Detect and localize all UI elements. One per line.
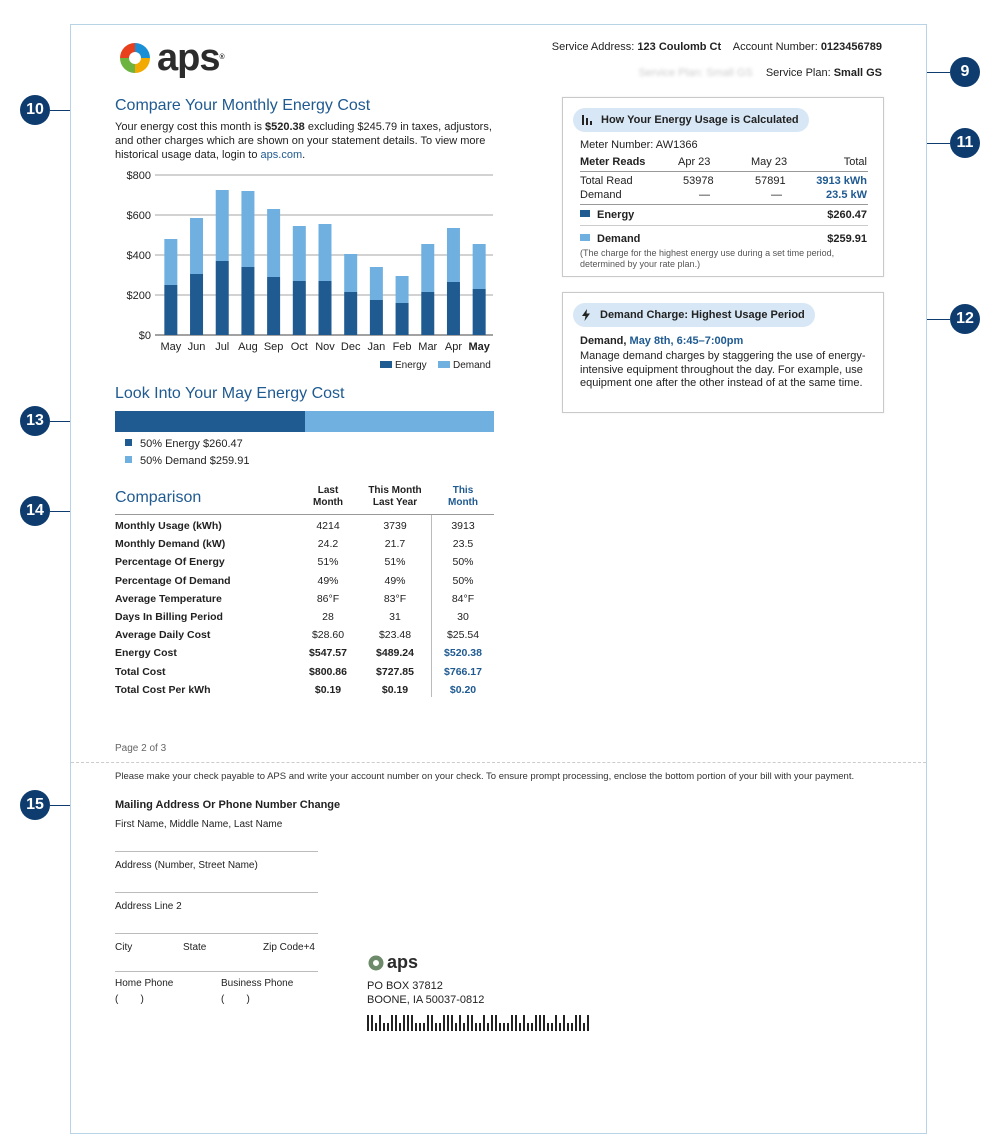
marker-12: 12 bbox=[950, 304, 980, 334]
home-phone-label: Home Phone bbox=[115, 978, 174, 989]
aps-logo bbox=[117, 39, 224, 77]
barcode-bar bbox=[559, 1023, 561, 1031]
marker-14: 14 bbox=[20, 496, 50, 526]
barcode-bar bbox=[455, 1023, 457, 1031]
demand-label: Demand bbox=[580, 189, 622, 201]
aps-logo-text: aps® bbox=[157, 37, 224, 79]
barcode-bar bbox=[475, 1023, 477, 1031]
x-tick-label: Aug bbox=[238, 341, 258, 353]
bar-demand bbox=[216, 190, 229, 261]
remit-logo bbox=[367, 952, 418, 973]
account-header bbox=[552, 41, 882, 79]
address2-field[interactable] bbox=[115, 933, 318, 934]
barcode-bar bbox=[571, 1023, 573, 1031]
barcode-bar bbox=[391, 1015, 393, 1031]
x-tick-label: Dec bbox=[340, 341, 361, 353]
barcode-bar bbox=[383, 1023, 385, 1031]
bar-energy bbox=[396, 303, 409, 335]
y-tick-label: $800 bbox=[126, 171, 151, 182]
x-tick-label: Jan bbox=[367, 341, 386, 353]
table-row: Monthly Demand (kW) 24.2 21.7 23.5 bbox=[115, 538, 474, 551]
table-row: Days In Billing Period 28 31 30 bbox=[115, 610, 469, 623]
bar-energy bbox=[267, 277, 280, 335]
business-phone-field[interactable]: ( ) bbox=[221, 994, 250, 1005]
bar-energy bbox=[216, 261, 229, 335]
bar-demand bbox=[319, 224, 332, 281]
aps-link[interactable]: aps.com bbox=[260, 149, 303, 161]
account-number: 0123456789 bbox=[820, 41, 882, 53]
barcode-bar bbox=[567, 1023, 569, 1031]
aps-small-logo-icon bbox=[367, 954, 385, 972]
table-row: Percentage Of Energy 51% 51% 50% bbox=[115, 556, 474, 569]
barcode-bar bbox=[375, 1023, 377, 1031]
legend-label-demand: Demand bbox=[453, 360, 491, 371]
demand-total: 23.5 kW bbox=[826, 189, 867, 201]
address-field[interactable] bbox=[115, 892, 318, 893]
marker-11: 11 bbox=[950, 128, 980, 158]
breakdown-bar bbox=[115, 411, 494, 432]
bar-energy bbox=[370, 300, 383, 335]
barcode-bar bbox=[511, 1015, 513, 1031]
barcode-bar bbox=[411, 1015, 413, 1031]
tear-line bbox=[71, 762, 926, 763]
total-read-apr: 53978 bbox=[683, 175, 714, 187]
bar-demand bbox=[344, 254, 357, 292]
breakdown-bar-energy bbox=[115, 411, 305, 432]
bar-energy bbox=[319, 281, 332, 335]
bar-energy bbox=[344, 292, 357, 335]
table-row: Energy Cost $547.57 $489.24 $520.38 bbox=[115, 647, 482, 660]
barcode-bar bbox=[431, 1015, 433, 1031]
total-read-label: Total Read bbox=[580, 175, 633, 187]
x-tick-label: Feb bbox=[392, 341, 412, 353]
demand-period: Demand, May 8th, 6:45–7:00pm bbox=[580, 335, 744, 347]
barcode-bar bbox=[419, 1023, 421, 1031]
bar-energy bbox=[241, 267, 254, 335]
marker-15: 15 bbox=[20, 790, 50, 820]
barcode-bar bbox=[519, 1023, 521, 1031]
barcode-bar bbox=[579, 1015, 581, 1031]
demand-apr: — bbox=[699, 189, 710, 201]
city-label: City bbox=[115, 942, 133, 953]
bar-chart-icon bbox=[581, 114, 593, 126]
demand-charge-box bbox=[562, 292, 884, 413]
table-row: Percentage Of Demand 49% 49% 50% bbox=[115, 574, 474, 587]
barcode-bar bbox=[487, 1023, 489, 1031]
legend-label-energy: Energy bbox=[395, 360, 427, 371]
x-tick-label: Oct bbox=[290, 341, 308, 353]
demand-may: — bbox=[771, 189, 782, 201]
total-read-total: 3913 kWh bbox=[816, 175, 867, 187]
bar-demand bbox=[447, 228, 460, 282]
comparison-table bbox=[115, 483, 494, 699]
remit-line2: BOONE, IA 50037-0812 bbox=[367, 994, 485, 1006]
barcode-bar bbox=[427, 1015, 429, 1031]
marker-9: 9 bbox=[950, 57, 980, 87]
marker-13: 13 bbox=[20, 406, 50, 436]
total-read-may: 57891 bbox=[755, 175, 786, 187]
name-label: First Name, Middle Name, Last Name bbox=[115, 819, 283, 830]
bar-demand bbox=[241, 191, 254, 267]
usage-calculation-title: How Your Energy Usage is Calculated bbox=[601, 114, 799, 126]
barcode-bar bbox=[547, 1023, 549, 1031]
y-tick-label: $0 bbox=[138, 330, 151, 342]
business-phone-label: Business Phone bbox=[221, 978, 294, 989]
barcode-bar bbox=[415, 1023, 417, 1031]
bar-energy bbox=[421, 292, 434, 335]
y-tick-label: $400 bbox=[126, 250, 151, 262]
service-address: 123 Coulomb Ct bbox=[637, 41, 722, 53]
barcode-bar bbox=[491, 1015, 493, 1031]
barcode-bar bbox=[587, 1015, 589, 1031]
barcode-bar bbox=[435, 1023, 437, 1031]
col-this-month-last-year: This Month Last Year bbox=[368, 485, 422, 508]
barcode-bar bbox=[523, 1015, 525, 1031]
barcode-bar bbox=[503, 1023, 505, 1031]
col-apr: Apr 23 bbox=[678, 156, 711, 168]
barcode-bar bbox=[555, 1015, 557, 1031]
state-label: State bbox=[183, 942, 207, 953]
demand-charge-title: Demand Charge: Highest Usage Period bbox=[600, 309, 805, 321]
mailing-title: Mailing Address Or Phone Number Change bbox=[115, 799, 341, 811]
barcode-bar bbox=[527, 1023, 529, 1031]
usage-calculation-box bbox=[562, 97, 884, 277]
y-tick-label: $600 bbox=[126, 210, 151, 222]
table-row: Monthly Usage (kWh) 4214 3739 3913 bbox=[115, 520, 475, 532]
payment-instructions: Please make your check payable to APS and write your account number on your check. To ensure prompt processing, enclose the bottom portion of your bill with your payment. bbox=[115, 771, 855, 782]
barcode-bar bbox=[399, 1023, 401, 1031]
compare-title: Compare Your Monthly Energy Cost bbox=[115, 97, 371, 114]
bar-demand bbox=[396, 276, 409, 303]
x-tick-label: May bbox=[468, 341, 490, 353]
usage-calculation-pill bbox=[573, 108, 809, 132]
x-tick-label: Jul bbox=[215, 341, 230, 353]
breakdown-bar-demand bbox=[305, 411, 495, 432]
barcode-bar bbox=[563, 1015, 565, 1031]
comparison-header bbox=[115, 483, 494, 515]
bill-page bbox=[70, 24, 927, 1134]
barcode-bar bbox=[407, 1015, 409, 1031]
aps-logo-icon bbox=[117, 40, 153, 76]
barcode-bar bbox=[443, 1015, 445, 1031]
demand-charge-value: $259.91 bbox=[827, 233, 867, 245]
barcode-bar bbox=[379, 1015, 381, 1031]
monthly-cost-chart-svg bbox=[115, 171, 505, 371]
blurred-text: Service Plan: Small GS bbox=[638, 67, 753, 79]
bar-demand bbox=[190, 218, 203, 274]
home-phone-field[interactable]: ( ) bbox=[115, 994, 144, 1005]
bar-energy bbox=[447, 282, 460, 335]
address2-label: Address Line 2 bbox=[115, 901, 182, 912]
barcode-bar bbox=[539, 1015, 541, 1031]
y-tick-label: $200 bbox=[126, 290, 151, 302]
barcode-bar bbox=[471, 1015, 473, 1031]
col-last-month: Last Month bbox=[313, 485, 343, 508]
col-may: May 23 bbox=[751, 156, 788, 168]
barcode-bar bbox=[439, 1023, 441, 1031]
barcode-bar bbox=[583, 1023, 585, 1031]
marker-10: 10 bbox=[20, 95, 50, 125]
table-row: Total Cost Per kWh $0.19 $0.19 $0.20 bbox=[115, 683, 477, 696]
account-number-label: Account Number: bbox=[732, 41, 818, 53]
demand-charge-pill bbox=[573, 303, 815, 327]
barcode-bar bbox=[479, 1023, 481, 1031]
barcode-bar bbox=[395, 1015, 397, 1031]
bar-energy bbox=[293, 281, 306, 335]
service-plan-label: Service Plan: bbox=[765, 67, 831, 79]
demand-advice: Manage demand charges by staggering the use of energy-intensive equipment throughout the day. For example, use equipment one after the other instead of at the same time. bbox=[580, 350, 866, 389]
barcode-bar bbox=[535, 1015, 537, 1031]
table-row: Total Cost $800.86 $727.85 $766.17 bbox=[115, 665, 482, 678]
monthly-cost-chart bbox=[115, 171, 505, 371]
city-state-zip-field[interactable] bbox=[115, 971, 318, 972]
meter-number: Meter Number: AW1366 bbox=[580, 139, 698, 151]
breakdown-legend-demand: 50% Demand $259.91 bbox=[125, 455, 249, 467]
bar-energy bbox=[473, 289, 486, 335]
x-tick-label: Nov bbox=[315, 341, 335, 353]
barcode-bar bbox=[447, 1015, 449, 1031]
col-total: Total bbox=[843, 156, 867, 168]
table-row: Average Temperature 86°F 83°F 84°F bbox=[115, 592, 475, 605]
barcode-bar bbox=[423, 1023, 425, 1031]
barcode-bar bbox=[499, 1023, 501, 1031]
barcode-bar bbox=[371, 1015, 373, 1031]
lightning-icon bbox=[581, 309, 591, 321]
barcode-bar bbox=[459, 1015, 461, 1031]
bar-energy bbox=[164, 285, 177, 335]
meter-reads-header: Meter Reads bbox=[580, 156, 646, 168]
x-tick-label: Jun bbox=[187, 341, 206, 353]
barcode-bar bbox=[403, 1015, 405, 1031]
page-number: Page 2 of 3 bbox=[115, 743, 167, 754]
col-this-month: This Month bbox=[448, 485, 478, 508]
remit-logo-text: aps bbox=[387, 952, 419, 972]
barcode-bar bbox=[495, 1015, 497, 1031]
comparison-title: Comparison bbox=[115, 489, 202, 506]
x-tick-label: Mar bbox=[418, 341, 438, 353]
zip-label: Zip Code+4 bbox=[263, 942, 315, 953]
barcode-bar bbox=[483, 1015, 485, 1031]
service-plan: Small GS bbox=[833, 67, 882, 79]
barcode-bar bbox=[507, 1023, 509, 1031]
bar-demand bbox=[370, 267, 383, 300]
service-address-label: Service Address: bbox=[551, 41, 635, 53]
address-label: Address (Number, Street Name) bbox=[115, 860, 258, 871]
barcode-bar bbox=[463, 1023, 465, 1031]
breakdown-title: Look Into Your May Energy Cost bbox=[115, 385, 345, 402]
barcode-bar bbox=[543, 1015, 545, 1031]
bar-demand bbox=[421, 244, 434, 292]
energy-row: Energy bbox=[580, 209, 634, 221]
legend-swatch-energy bbox=[380, 361, 392, 368]
barcode-bar bbox=[367, 1015, 369, 1031]
bar-demand bbox=[473, 244, 486, 289]
legend-swatch-demand bbox=[438, 361, 450, 368]
postal-barcode bbox=[367, 1015, 591, 1031]
x-tick-label: May bbox=[160, 341, 182, 353]
barcode-bar bbox=[451, 1015, 453, 1031]
barcode-bar bbox=[515, 1015, 517, 1031]
remit-line1: PO BOX 37812 bbox=[367, 980, 443, 992]
barcode-bar bbox=[531, 1023, 533, 1031]
barcode-bar bbox=[387, 1023, 389, 1031]
demand-note: (The charge for the highest energy use during a set time period, determined by your rate plan.) bbox=[580, 248, 835, 269]
breakdown-legend-energy: 50% Energy $260.47 bbox=[125, 438, 243, 450]
name-field[interactable] bbox=[115, 851, 318, 852]
barcode-bar bbox=[467, 1015, 469, 1031]
barcode-bar bbox=[551, 1023, 553, 1031]
energy-value: $260.47 bbox=[827, 209, 867, 221]
barcode-bar bbox=[575, 1015, 577, 1031]
bar-demand bbox=[267, 209, 280, 277]
bar-demand bbox=[293, 226, 306, 281]
compare-description: Your energy cost this month is $520.38 excluding $245.79 in taxes, adjustors, and other charges which are shown on your statement details. To view more historical usage data, login to aps.com. bbox=[115, 121, 492, 161]
demand-charge-row: Demand bbox=[580, 233, 640, 245]
bar-energy bbox=[190, 274, 203, 335]
x-tick-label: Apr bbox=[444, 341, 463, 353]
x-tick-label: Sep bbox=[263, 341, 284, 353]
table-row: Average Daily Cost $28.60 $23.48 $25.54 bbox=[115, 629, 480, 642]
bar-demand bbox=[164, 239, 177, 285]
